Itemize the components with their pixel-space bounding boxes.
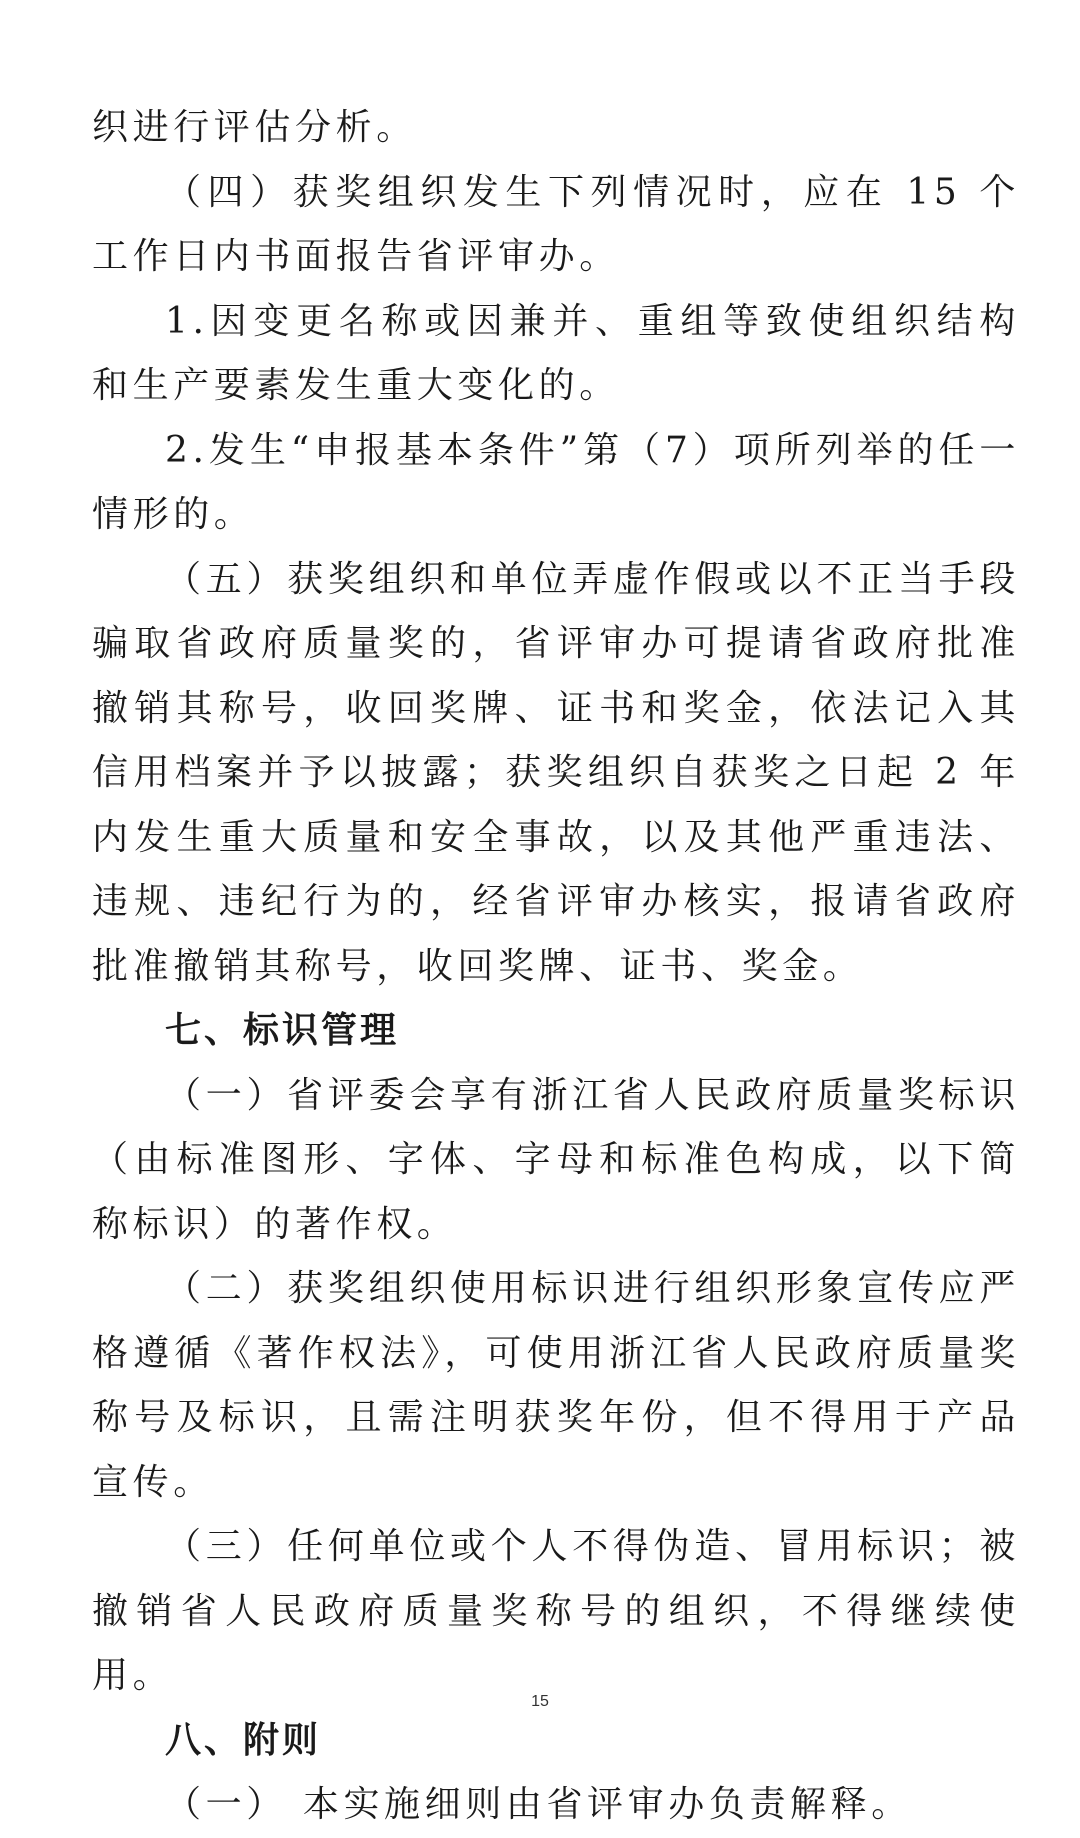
paragraph-subitem-2: 2.发生“申报基本条件”第（7）项所列举的任一情形的。 [92,429,1020,535]
section-heading-8: 八、附则 [165,1719,322,1761]
paragraph-7-item-3: （三）任何单位或个人不得伪造、冒用标识；被撤销省人民政府质量奖称号的组织，不得继续使用。 [92,1526,1020,1696]
paragraph-item-5: （五）获奖组织和单位弄虚作假或以不正当手段骗取省政府质量奖的，省评审办可提请省政府批准撤销其称号，收回奖牌、证书和奖金，依法记入其信用档案并予以披露；获奖组织自获奖之日起 2 年内发生重大质量和安全事故，以及其他严重违法、违规、违纪行为的，经省评审办核实，报请省政府批准撤销其称号，收回奖牌、证书、奖金。 [92,558,1020,987]
paragraph-7-item-2: （二）获奖组织使用标识进行组织形象宣传应严格遵循《著作权法》，可使用浙江省人民政府质量奖称号及标识，且需注明获奖年份，但不得用于产品宣传。 [92,1268,1020,1503]
paragraph-item-4: （四）获奖组织发生下列情况时，应在 15 个工作日内书面报告省评审办。 [92,171,1020,277]
section-heading-7: 七、标识管理 [165,1010,400,1051]
paragraph-continuation: 织进行评估分析。 [92,107,417,148]
document-page [92,96,1020,1838]
paragraph-subitem-1: 1.因变更名称或因兼并、重组等致使组织结构和生产要素发生重大变化的。 [92,300,1020,406]
paragraph-8-item-1: （一） 本实施细则由省评审办负责解释。 [165,1784,912,1825]
page-number: 15 [531,1693,549,1710]
paragraph-7-item-1: （一）省评委会享有浙江省人民政府质量奖标识（由标准图形、字体、字母和标准色构成，以下简称标识）的著作权。 [92,1074,1020,1245]
